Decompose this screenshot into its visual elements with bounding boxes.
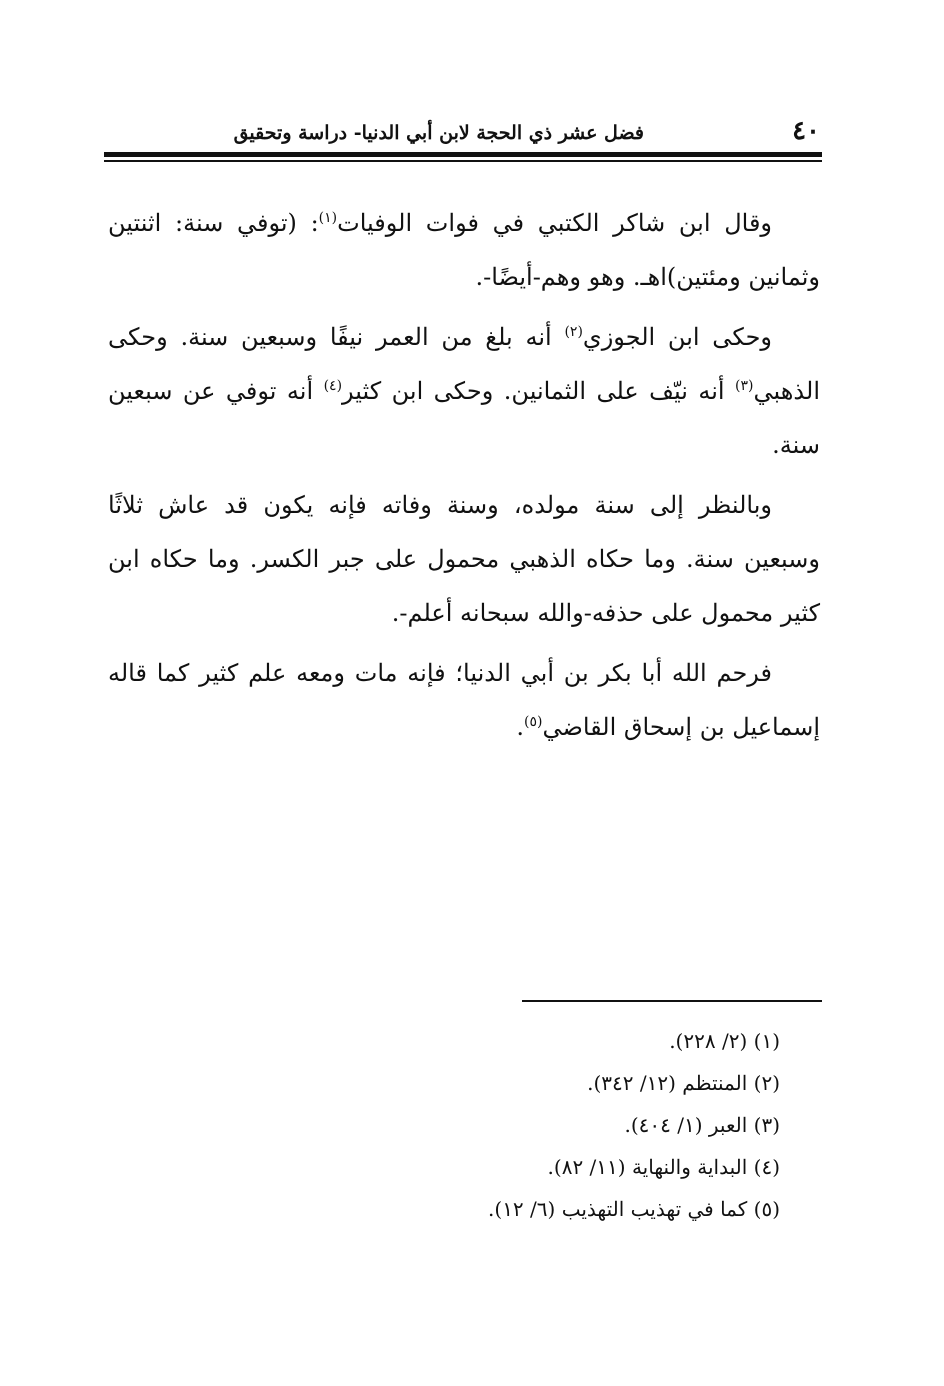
header-rule-thin xyxy=(104,160,822,162)
header-rule-thick xyxy=(104,152,822,157)
footnote-separator xyxy=(522,1000,822,1002)
paragraph-text: . xyxy=(516,713,524,741)
paragraph-text: وحكى ابن الجوزي xyxy=(582,323,772,351)
body-text xyxy=(108,196,820,760)
footnote-ref: (٤) xyxy=(323,378,343,394)
running-title: فضل عشر ذي الحجة لابن أبي الدنيا- دراسة وتحقيق xyxy=(233,122,644,144)
footnote-item: (٣) العبر (١/ ٤٠٤). xyxy=(624,1113,780,1137)
footnote-ref: (٣) xyxy=(735,378,754,394)
footnote-item: (٤) البداية والنهاية (١١/ ٨٢). xyxy=(547,1155,780,1179)
page-number: ٤٠ xyxy=(792,116,820,146)
paragraph-4 xyxy=(108,646,820,754)
paragraph-2 xyxy=(108,310,820,472)
paragraph-text: وبالنظر إلى سنة مولده، وسنة وفاته فإنه يكون قد عاش ثلاثًا وسبعين سنة. وما حكاه الذهبي محمول على جبر الكسر. وما حكاه ابن كثير محمول على حذفه-والله سبحانه أعلم-. xyxy=(108,491,820,627)
footnote-ref: (٢) xyxy=(564,324,583,340)
paragraph-text: فرحم الله أبا بكر بن أبي الدنيا؛ فإنه مات ومعه علم كثير كما قاله إسماعيل بن إسحاق القاضي xyxy=(108,659,820,741)
footnote-item: (١) (٢/ ٢٢٨). xyxy=(669,1029,780,1053)
paragraph-3 xyxy=(108,478,820,640)
footnote-ref: (١) xyxy=(318,210,338,226)
page-header xyxy=(104,112,822,152)
paragraph-text: وقال ابن شاكر الكتبي في فوات الوفيات xyxy=(337,209,773,237)
paragraph-text: أنه نيّف على الثمانين. وحكى ابن كثير xyxy=(342,377,736,405)
footnote-item: (٥) كما في تهذيب التهذيب (٦/ ١٢). xyxy=(488,1197,780,1221)
paragraph-text: أنه توفي عن سبعين سنة. xyxy=(108,377,820,459)
paragraph-text: أنه بلغ من العمر نيفًا وسبعين سنة. وحكى الذهبي xyxy=(108,323,820,405)
footnote-ref: (٥) xyxy=(523,714,543,730)
footnote-item: (٢) المنتظم (١٢/ ٣٤٢). xyxy=(587,1071,780,1095)
footnotes xyxy=(420,1020,780,1230)
paragraph-text: : (توفي سنة: اثنتين وثمانين ومئتين)اهـ. وهو وهم-أيضًا-. xyxy=(108,209,820,291)
paragraph-1 xyxy=(108,196,820,304)
